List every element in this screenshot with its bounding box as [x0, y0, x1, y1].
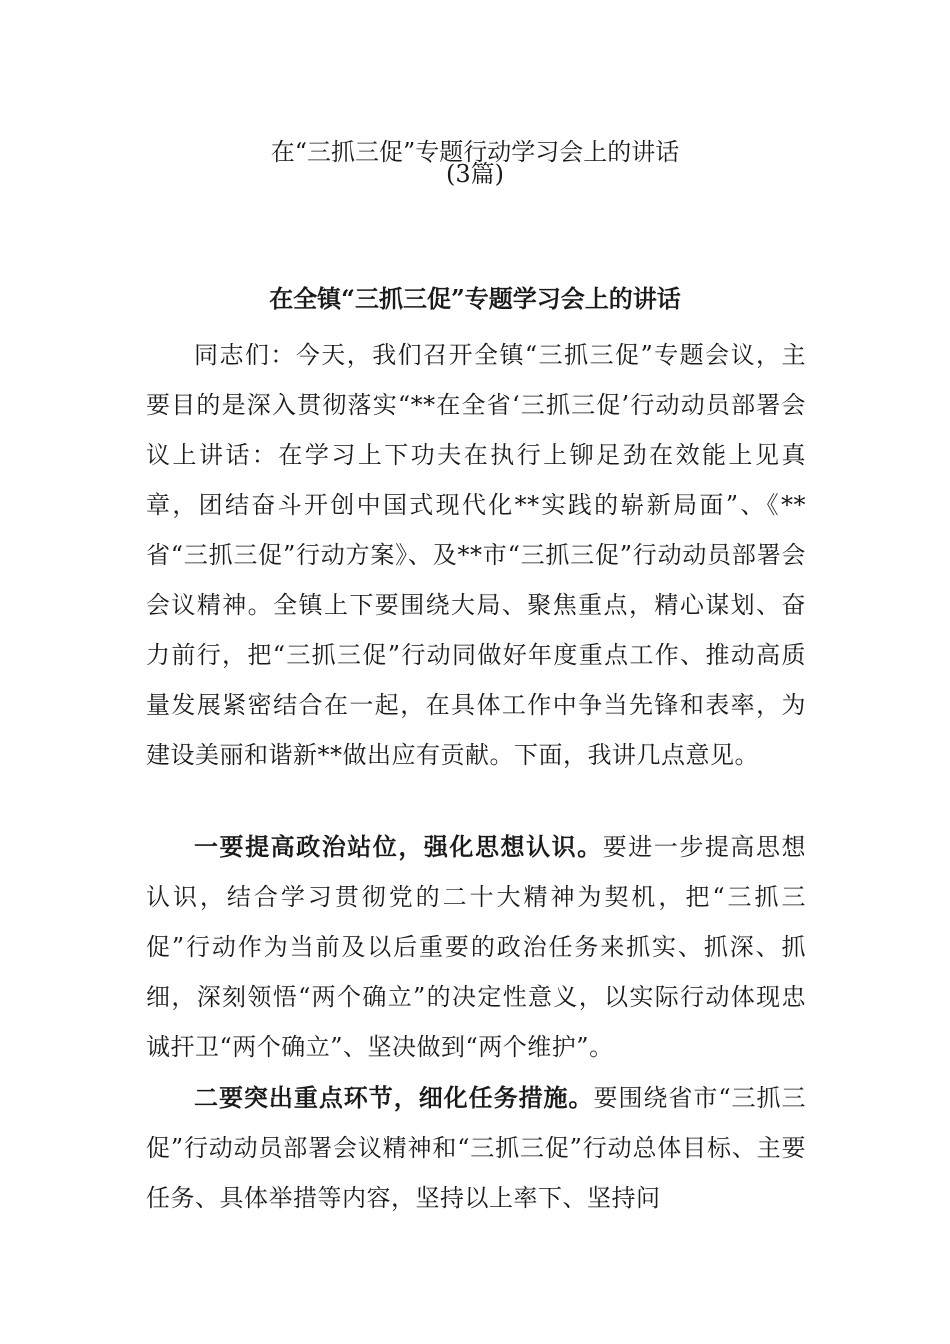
document-subtitle-count: (3篇)	[446, 160, 504, 188]
paragraph-text: 要进一步提高思想认识，结合学习贯彻党的二十大精神为契机，把“三抓三促”行动作为当前及以后重要的政治任务来抓实、抓深、抓细，深刻领悟“两个确立”的决定性意义，以实际行动体现忠诚扞卫“两个确立”、坚决做到“两个维护”。	[146, 833, 807, 1061]
paragraph-text: 要围绕省市“三抓三促”行动动员部署会议精神和“三抓三促”行动总体目标、主要任务、具体举措等内容，坚持以上率下、坚持问	[146, 1084, 806, 1212]
section-title: 在全镇“三抓三促”专题学习会上的讲话	[269, 284, 681, 313]
paragraph-point-1	[146, 822, 806, 1072]
document-title: 在“三抓三促”专题行动学习会上的讲话	[270, 138, 680, 166]
paragraph-point-2	[146, 1073, 806, 1223]
paragraph-lead: 一要提高政治站位，强化思想认识。	[194, 832, 603, 861]
paragraph-lead: 二要突出重点环节，细化任务措施。	[194, 1083, 594, 1112]
paragraph-text: 同志们：今天，我们召开全镇“三抓三促”专题会议，主要目的是深入贯彻落实“**在全省‘三抓三促’行动动员部署会议上讲话：在学习上下功夫在执行上铆足劲在效能上见真章，团结奋斗开创中国式现代化**实践的崭新局面”、《**省“三抓三促”行动方案》、及**市“三抓三促”行动动员部署会会议精神。全镇上下要围绕大局、聚焦重点，精心谋划、奋力前行，把“三抓三促”行动同做好年度重点工作、推动高质量发展紧密结合在一起，在具体工作中争当先锋和表率，为建设美丽和谐新**做出应有贡献。下面，我讲几点意见。	[146, 341, 806, 769]
paragraph-intro	[146, 330, 806, 780]
